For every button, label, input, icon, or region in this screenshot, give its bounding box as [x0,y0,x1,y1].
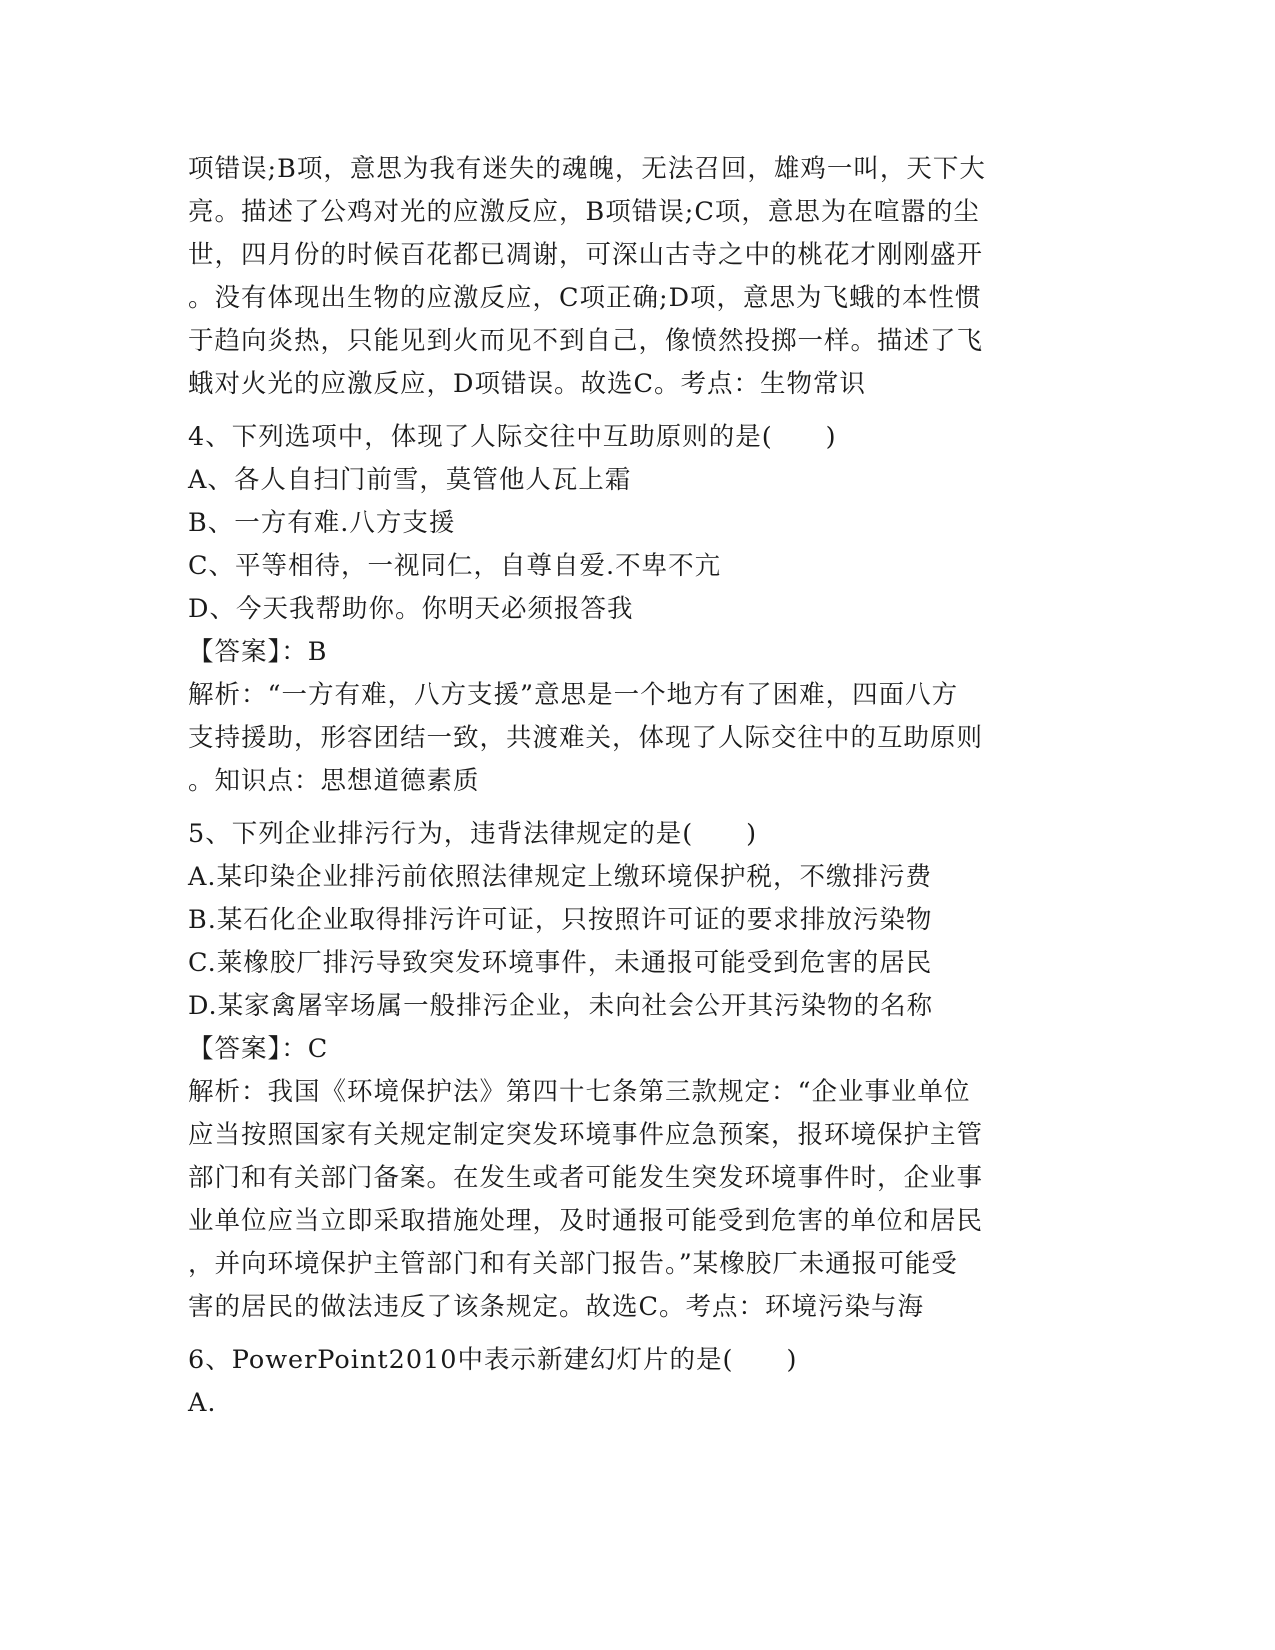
previous-analysis-continuation [188,148,1068,406]
question-5 [188,813,1068,1329]
analysis-line: 世，四月份的时候百花都已凋谢，可深山古寺之中的桃花才刚刚盛开 [188,240,984,270]
document-body [188,148,1068,1425]
answer-label: 【答案】：B [188,637,328,667]
analysis-line: 。知识点：思想道德素质 [188,766,480,796]
question-4 [188,416,1068,803]
analysis-line: ，并向环境保护主管部门和有关部门报告。”某橡胶厂未通报可能受 [188,1249,958,1279]
analysis-line: 应当按照国家有关规定制定突发环境事件应急预案，报环境保护主管 [188,1120,984,1150]
question-text: 5、下列企业排污行为，违背法律规定的是( ) [188,819,758,849]
analysis-line: 解析：“一方有难，八方支援”意思是一个地方有了困难，四面八方 [188,680,959,710]
answer-label: 【答案】：C [188,1034,329,1064]
option-d: D、今天我帮助你。你明天必须报答我 [188,594,634,624]
analysis-line: 蛾对火光的应激反应，D项错误。故选C。考点：生物常识 [188,369,866,399]
question-text: 4、下列选项中，体现了人际交往中互助原则的是( ) [188,422,837,452]
analysis-line: 于趋向炎热，只能见到火而见不到自己，像愤然投掷一样。描述了飞 [188,326,984,356]
option-a: A、各人自扫门前雪，莫管他人瓦上霜 [188,465,632,495]
analysis-line: 亮。描述了公鸡对光的应激反应，B项错误;C项，意思为在喧嚣的尘 [188,197,980,227]
analysis-line: 支持援助，形容团结一致，共渡难关，体现了人际交往中的互助原则 [188,723,984,753]
analysis-line: 部门和有关部门备案。在发生或者可能发生突发环境事件时，企业事 [188,1163,984,1193]
question-text: 6、PowerPoint2010中表示新建幻灯片的是( ) [188,1345,798,1375]
option-b: B.某石化企业取得排污许可证，只按照许可证的要求排放污染物 [188,905,933,935]
option-b: B、一方有难.八方支援 [188,508,456,538]
analysis-line: 害的居民的做法违反了该条规定。故选C。考点：环境污染与海 [188,1292,925,1322]
option-a: A.某印染企业排污前依照法律规定上缴环境保护税，不缴排污费 [188,862,933,892]
analysis-line: 项错误;B项，意思为我有迷失的魂魄，无法召回，雄鸡一叫，天下大 [188,154,986,184]
analysis-line: 。没有体现出生物的应激反应，C项正确;D项，意思为飞蛾的本性惯 [188,283,982,313]
question-6 [188,1339,1068,1425]
option-d: D.某家禽屠宰场属一般排污企业，未向社会公开其污染物的名称 [188,991,934,1021]
analysis-line: 解析：我国《环境保护法》第四十七条第三款规定：“企业事业单位 [188,1077,971,1107]
option-c: C、平等相待，一视同仁，自尊自爱.不卑不亢 [188,551,722,581]
option-c: C.莱橡胶厂排污导致突发环境事件，未通报可能受到危害的居民 [188,948,933,978]
analysis-line: 业单位应当立即采取措施处理，及时通报可能受到危害的单位和居民 [188,1206,984,1236]
option-a: A. [188,1388,217,1418]
